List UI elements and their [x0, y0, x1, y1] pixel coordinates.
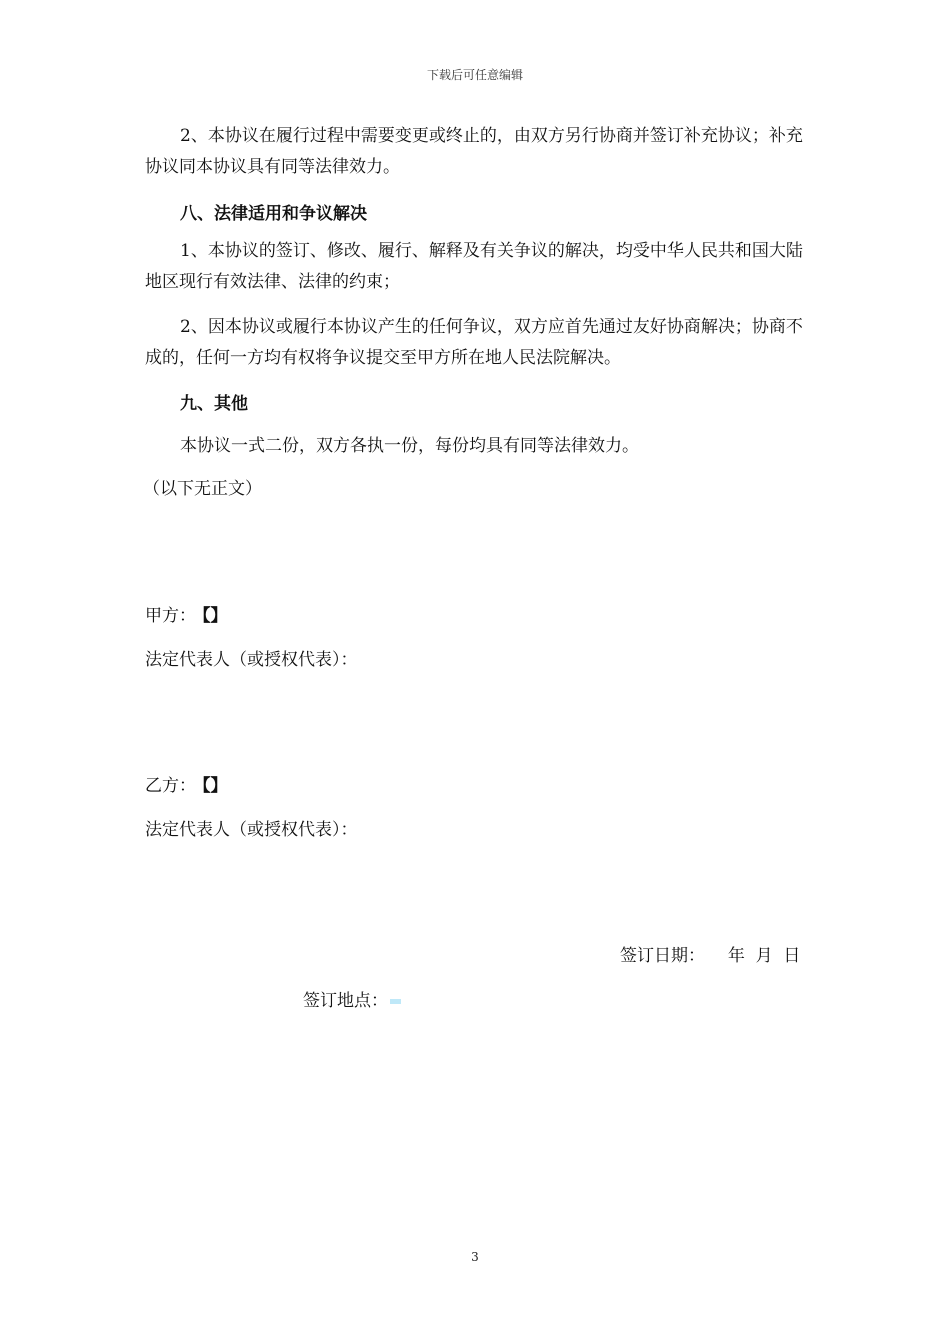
party-b-label: 乙方：	[145, 776, 196, 796]
section-heading-9: 九、其他	[180, 394, 248, 414]
party-a-label: 甲方：	[145, 606, 196, 626]
clause-9-1: 本协议一式二份，双方各执一份，每份均具有同等法律效力。	[180, 436, 639, 456]
place-field-marker	[390, 999, 401, 1004]
party-a-representative: 法定代表人（或授权代表）：	[145, 650, 358, 670]
end-of-text-note: （以下无正文）	[143, 479, 262, 499]
clause-8-1: 1、本协议的签订、修改、履行、解释及有关争议的解决，均受中华人民共和国大陆地区现行有效法律、法律的约束；	[145, 241, 803, 292]
section-heading-8: 八、法律适用和争议解决	[180, 204, 367, 224]
party-b-representative: 法定代表人（或授权代表）：	[145, 820, 358, 840]
party-a-name-field: 【】	[202, 606, 228, 626]
clause-7-2: 2、本协议在履行过程中需要变更或终止的，由双方另行协商并签订补充协议；补充协议同本协议具有同等法律效力。	[145, 126, 803, 177]
party-a-line	[145, 601, 228, 626]
party-b-name-field: 【】	[202, 776, 228, 796]
signing-place-line	[303, 986, 401, 1011]
signing-date-line	[620, 941, 800, 966]
page-number: 3	[471, 1250, 479, 1264]
clause-8-2: 2、因本协议或履行本协议产生的任何争议，双方应首先通过友好协商解决；协商不成的，任何一方均有权将争议提交至甲方所在地人民法院解决。	[145, 317, 803, 368]
header-note: 下载后可任意编辑	[426, 68, 523, 82]
party-b-line	[145, 771, 228, 796]
signing-date-value: 年 月 日	[727, 946, 801, 966]
signing-place-label: 签订地点：	[303, 991, 388, 1011]
signing-date-label: 签订日期：	[620, 946, 705, 966]
